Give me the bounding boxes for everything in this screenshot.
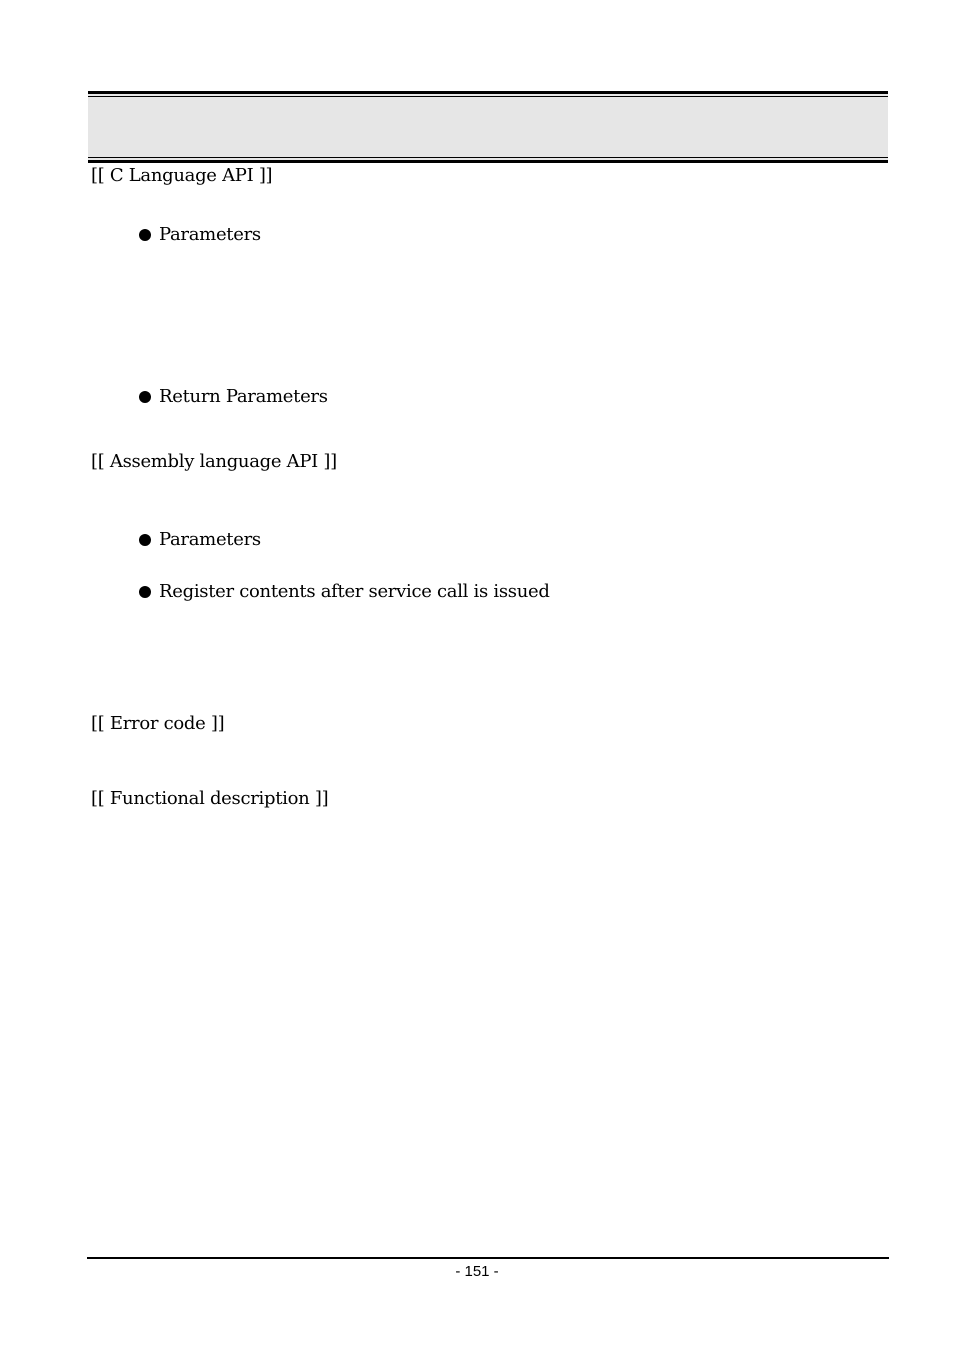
c-api-return-parameters-label: Return Parameters: [159, 386, 328, 407]
asm-api-register-contents-label: Register contents after service call is issued: [159, 581, 550, 602]
header-band: [88, 92, 888, 160]
functional-description-heading: [[ Functional description ]]: [91, 788, 329, 809]
header-top-inner-rule: [88, 96, 888, 97]
bullet-icon: [139, 391, 151, 403]
c-api-return-parameters-item: [139, 386, 328, 408]
header-bottom-rule: [88, 160, 888, 163]
page-number: - 151 -: [455, 1263, 499, 1280]
header-bottom-inner-rule: [88, 157, 888, 158]
c-api-parameters-label: Parameters: [159, 224, 261, 245]
c-api-parameters-item: [139, 224, 261, 246]
header-top-rule: [88, 91, 888, 94]
footer-rule: [87, 1257, 889, 1259]
bullet-icon: [139, 229, 151, 241]
asm-api-parameters-label: Parameters: [159, 529, 261, 550]
error-code-heading: [[ Error code ]]: [91, 713, 225, 734]
c-language-api-heading: [[ C Language API ]]: [91, 165, 273, 186]
asm-api-register-contents-item: [139, 581, 550, 603]
asm-api-parameters-item: [139, 529, 261, 551]
bullet-icon: [139, 534, 151, 546]
bullet-icon: [139, 586, 151, 598]
assembly-language-api-heading: [[ Assembly language API ]]: [91, 451, 337, 472]
